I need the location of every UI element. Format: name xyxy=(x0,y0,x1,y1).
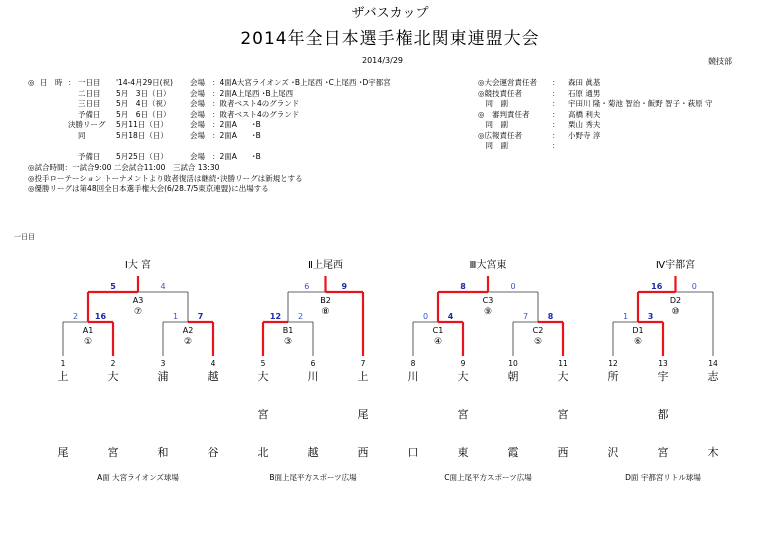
official-row-cell: ◎ 審判責任者 xyxy=(478,109,530,119)
team-number: 11 xyxy=(558,359,568,368)
team-name-char: 口 xyxy=(407,446,419,459)
team-name-char: 越 xyxy=(307,446,319,459)
schedule-row-cell: 5月 3日（日） xyxy=(116,88,171,98)
schedule-row-cell: 会場 xyxy=(190,78,205,87)
venue-label: A面 大宮ライオンズ球場 xyxy=(97,473,179,482)
match-id: B2 xyxy=(320,296,331,305)
match-id: B1 xyxy=(282,326,294,335)
match-id: A3 xyxy=(132,296,144,305)
team-number: 7 xyxy=(360,359,366,368)
schedule-row-cell: '14-4月29日(祝) xyxy=(116,78,173,87)
team-name-char: 越 xyxy=(207,370,219,383)
score-right: 7 xyxy=(197,312,204,321)
score-left: 1 xyxy=(622,312,629,321)
team-name-char: 大 xyxy=(557,370,569,383)
official-row-cell: 同 副 xyxy=(478,120,508,129)
team-number: 2 xyxy=(110,359,116,368)
team-number: 6 xyxy=(310,359,316,368)
match-number: ⑩ xyxy=(671,307,680,317)
schedule-row-cell: 5月18日（日） xyxy=(116,130,168,140)
schedule-row-cell: 予備日 xyxy=(78,109,101,119)
team-name-char: 東 xyxy=(457,446,469,459)
schedule-row-cell: ：敗者ベスト4のグランド xyxy=(212,99,300,108)
team-number: 5 xyxy=(260,359,266,368)
schedule-row-cell: ：敗者ベスト4のグランド xyxy=(212,109,300,119)
schedule-row-cell: 一日目 xyxy=(78,78,101,87)
match-number: ① xyxy=(83,337,93,347)
team-name-char: 川 xyxy=(307,370,319,383)
team-name-char: 宮 xyxy=(557,408,569,421)
team-number: 3 xyxy=(160,359,166,368)
team-number: 9 xyxy=(460,359,466,368)
official-row-cell: 同 副 xyxy=(478,99,508,108)
document-date: 2014/3/29 xyxy=(362,56,404,65)
group-name: Ⅳ宇都宮 xyxy=(655,260,696,271)
match-number: ⑧ xyxy=(321,307,330,317)
schedule-row-cell: ：4面A大宮ライオンズ ･B上尾西 ･C上尾西 ･D宇都宮 xyxy=(212,78,391,87)
team-name-char: 志 xyxy=(707,370,719,383)
team-number: 8 xyxy=(410,359,416,368)
team-name-char: 大 xyxy=(107,370,119,383)
team-name-char: 北 xyxy=(257,446,269,459)
match-number: ② xyxy=(183,337,193,347)
score-left: 6 xyxy=(304,282,310,291)
schedule-row-cell: 日 時 xyxy=(40,78,63,87)
score-right: 8 xyxy=(547,312,554,321)
match-number: ⑨ xyxy=(483,307,493,317)
score-left: 7 xyxy=(522,312,529,321)
score-right: 3 xyxy=(647,312,654,321)
department-label: 競技部 xyxy=(708,57,732,66)
match-id: D1 xyxy=(632,326,644,335)
team-name-char: 宮 xyxy=(457,408,469,421)
score-right: 4 xyxy=(160,282,166,291)
schedule-row-cell: ：2面A ･B xyxy=(212,130,261,140)
schedule-row-cell: ：2面A ･B xyxy=(212,151,261,161)
team-number: 12 xyxy=(608,359,618,368)
match-number: ⑤ xyxy=(533,337,543,347)
score-left: 0 xyxy=(422,312,429,321)
team-number: 10 xyxy=(508,359,518,368)
schedule-row-cell: 会場 xyxy=(190,99,205,108)
official-row-cell: 森田 眞基 xyxy=(568,78,601,87)
schedule-row-cell: 三日目 xyxy=(78,99,101,108)
official-row-cell: ◎大会運営責任者 xyxy=(478,78,538,87)
match-id: D2 xyxy=(669,296,682,305)
venue-label: D面 宇都宮リトル球場 xyxy=(625,473,701,482)
team-name-char: 上 xyxy=(357,370,369,383)
schedule-row-cell: 5月 4日（祝） xyxy=(116,99,171,108)
team-name-char: 宮 xyxy=(257,408,269,421)
score-right: 9 xyxy=(341,282,348,291)
team-name-char: 尾 xyxy=(57,446,69,459)
official-row-cell: ◎競技責任者 xyxy=(478,88,523,98)
match-number: ③ xyxy=(283,337,293,347)
schedule-row-cell: ：2面A上尾西 ･B上尾西 xyxy=(212,88,294,98)
score-right: 0 xyxy=(691,282,697,291)
match-number: ⑦ xyxy=(133,307,143,317)
team-name-char: 川 xyxy=(407,370,419,383)
team-name-char: 霞 xyxy=(507,446,519,459)
match-number: ⑥ xyxy=(633,337,643,347)
match-id: C3 xyxy=(482,296,494,305)
team-name-char: 尾 xyxy=(357,408,369,421)
team-name-char: 上 xyxy=(57,370,69,383)
official-row-cell: ： xyxy=(552,120,560,129)
schedule-row-cell: 二日目 xyxy=(78,88,101,98)
official-row-cell: 宇田川 隆・菊池 智治・飯野 智子・萩原 守 xyxy=(568,99,713,108)
score-left: 2 xyxy=(72,312,79,321)
schedule-row-cell: 会場 xyxy=(190,151,205,161)
team-name-char: 木 xyxy=(707,446,719,459)
official-row-cell: ： xyxy=(552,99,560,108)
schedule-row-cell: 会場 xyxy=(190,120,205,129)
cup-name: ザバスカップ xyxy=(351,6,429,21)
team-name-char: 沢 xyxy=(607,446,619,459)
official-row-cell: 同 副 xyxy=(478,141,508,150)
team-name-char: 都 xyxy=(657,408,669,421)
venue-label: C面上尾平方スポーツ広場 xyxy=(444,473,532,482)
schedule-row-cell: 5月 6日（日） xyxy=(116,109,171,119)
schedule-row-cell: 会場 xyxy=(190,130,205,140)
team-name-char: 西 xyxy=(357,446,369,459)
match-id: C2 xyxy=(532,326,544,335)
score-right: 16 xyxy=(94,312,107,321)
team-name-char: 宇 xyxy=(657,370,669,383)
team-number: 4 xyxy=(210,359,216,368)
official-row-cell: ： xyxy=(552,141,560,150)
match-id: A2 xyxy=(182,326,194,335)
official-row-cell: ◎広報責任者 xyxy=(478,130,523,140)
day-label: 一日目 xyxy=(14,233,35,241)
venue-label: B面上尾平方スポーツ広場 xyxy=(269,473,357,482)
schedule-row-cell: 5月11日（日） xyxy=(116,120,168,129)
team-name-char: 西 xyxy=(557,446,569,459)
schedule-row-cell: 5月25日（日） xyxy=(116,151,168,161)
score-left: 1 xyxy=(172,312,179,321)
official-row-cell: 栗山 秀夫 xyxy=(568,120,601,129)
team-name-char: 大 xyxy=(457,370,469,383)
score-left: 8 xyxy=(460,282,466,291)
page-title: 2014年全日本選手権北関東連盟大会 xyxy=(240,29,540,49)
team-name-char: 谷 xyxy=(207,446,219,459)
match-id: A1 xyxy=(82,326,94,335)
official-row-cell: ： xyxy=(552,88,560,98)
score-left: 16 xyxy=(651,282,663,291)
score-left: 12 xyxy=(269,312,282,321)
official-row-cell: ： xyxy=(552,109,560,119)
group-name: Ⅲ大宮東 xyxy=(469,260,507,271)
team-name-char: 浦 xyxy=(157,370,169,383)
schedule-row-cell: 会場 xyxy=(190,88,205,98)
score-right: 4 xyxy=(447,312,454,321)
score-left: 5 xyxy=(110,282,116,291)
score-right: 0 xyxy=(510,282,516,291)
official-row-cell: 小野寺 淳 xyxy=(568,130,601,140)
official-row-cell: 石原 通男 xyxy=(568,88,601,98)
schedule-row-cell: ◎ xyxy=(28,78,35,87)
schedule-row-cell: ： xyxy=(68,78,76,87)
official-row-cell: ： xyxy=(552,78,560,87)
team-name-char: 宮 xyxy=(657,446,669,459)
official-row-cell: ： xyxy=(552,130,560,140)
team-name-char: 大 xyxy=(257,370,269,383)
team-number: 14 xyxy=(708,359,718,368)
note-line: ◎優勝リーグは第48回全日本選手権大会(6/28.7/5東京連盟)に出場する xyxy=(28,184,269,193)
team-number: 13 xyxy=(658,359,668,368)
team-name-char: 宮 xyxy=(107,446,119,459)
group-name: Ⅰ大 宮 xyxy=(124,260,152,271)
schedule-row-cell: 同 xyxy=(78,130,86,140)
team-number: 1 xyxy=(60,359,66,368)
schedule-row-cell: 予備日 xyxy=(78,151,101,161)
official-row-cell: 高橋 利夫 xyxy=(568,109,601,119)
team-name-char: 所 xyxy=(607,370,619,383)
schedule-row-cell: 決勝リーグ xyxy=(68,120,106,129)
match-number: ④ xyxy=(433,337,443,347)
score-right: 2 xyxy=(297,312,304,321)
note-line: ◎試合時間：一試合9:00 二会試合11:00 三試合 13:30 xyxy=(28,163,220,172)
note-line: ◎投手ローテーション トーナメントより敗者復活は継続･決勝リーグは新規とする xyxy=(28,173,303,183)
match-id: C1 xyxy=(432,326,444,335)
team-name-char: 朝 xyxy=(507,370,519,383)
schedule-row-cell: ：2面A ･B xyxy=(212,120,261,129)
team-name-char: 和 xyxy=(157,446,169,459)
group-name: Ⅱ上尾西 xyxy=(308,260,343,271)
schedule-row-cell: 会場 xyxy=(190,109,205,119)
